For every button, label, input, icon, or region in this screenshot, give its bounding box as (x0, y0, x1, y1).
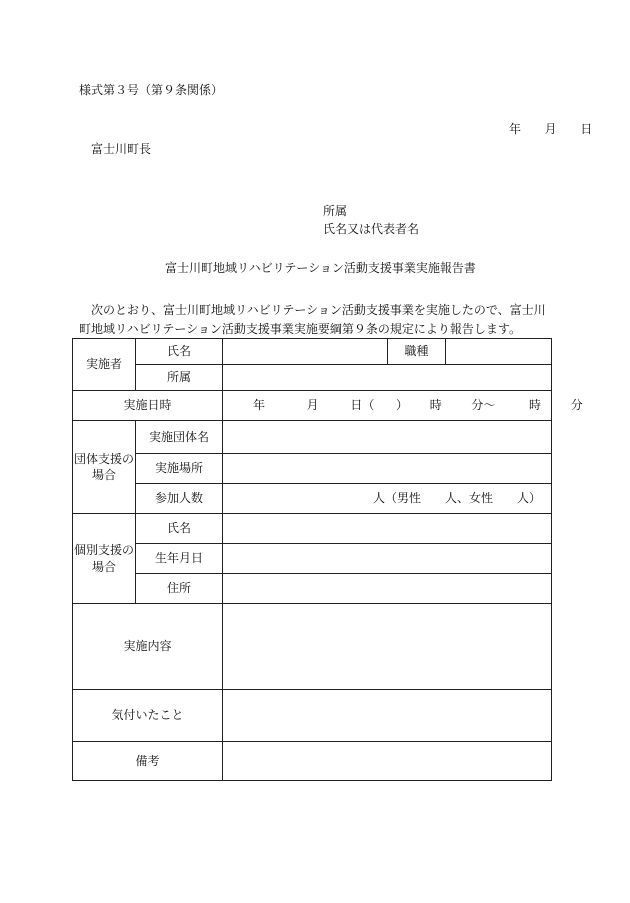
notes-field[interactable] (223, 690, 552, 742)
implementer-name-field[interactable] (223, 339, 388, 365)
implementer-affiliation-label: 所属 (136, 365, 223, 391)
individual-name-field[interactable] (223, 514, 552, 544)
table-row (73, 484, 552, 514)
report-title: 富士川町地域リハビリテーション活動支援事業実施報告書 (165, 261, 476, 275)
datetime-field[interactable] (223, 391, 583, 421)
job-type-label: 職種 (388, 339, 446, 365)
datetime-minute-label: 分 (570, 398, 583, 413)
table-row (73, 421, 552, 454)
table-row (73, 339, 552, 365)
birth-date-label: 生年月日 (136, 544, 223, 574)
group-name-field[interactable] (223, 421, 552, 454)
individual-support-label: 個別支援の場合 (73, 514, 136, 604)
address-label: 住所 (136, 574, 223, 604)
datetime-label: 実施日時 (73, 391, 223, 421)
report-table (72, 338, 583, 781)
implementer-label: 実施者 (73, 339, 136, 391)
datetime-year-label: 年 (253, 398, 266, 413)
job-type-field[interactable] (446, 339, 552, 365)
date-day-label: 日 (580, 122, 593, 136)
birth-date-field[interactable] (223, 544, 552, 574)
applicant-name-label: 氏名又は代表者名 (323, 222, 420, 236)
address-field[interactable] (223, 574, 552, 604)
place-field[interactable] (223, 454, 552, 484)
datetime-day-label: 日（ (350, 398, 375, 413)
table-row (73, 690, 552, 742)
datetime-hour-label: 時 (429, 398, 442, 413)
remarks-field[interactable] (223, 742, 552, 781)
table-row (73, 391, 552, 421)
participants-field[interactable]: 人（男性 人、女性 人） (223, 484, 552, 514)
addressee: 富士川町長 (91, 142, 152, 156)
submission-date (509, 123, 592, 135)
table-row (73, 574, 552, 604)
date-month-label: 月 (544, 122, 557, 136)
table-row (73, 454, 552, 484)
datetime-month-label: 月 (306, 398, 319, 413)
table-row (73, 544, 552, 574)
table-row (73, 514, 552, 544)
group-name-label: 実施団体名 (136, 421, 223, 454)
datetime-close-paren: ） (396, 398, 409, 413)
individual-name-label: 氏名 (136, 514, 223, 544)
report-body-text: 次のとおり、富士川町地域リハビリテーション活動支援事業を実施したので、富士川町地域リハビリテーション活動支援事業実施要綱第９条の規定により報告します。 (79, 303, 546, 336)
datetime-hour2-label: 時 (529, 398, 542, 413)
notes-label: 気付いたこと (73, 690, 223, 742)
table-row (73, 365, 552, 391)
remarks-label: 備考 (73, 742, 223, 781)
form-number: 様式第３号（第９条関係） (79, 83, 224, 97)
place-label: 実施場所 (136, 454, 223, 484)
datetime-minute-to-label: 分～ (471, 398, 496, 413)
group-support-label: 団体支援の場合 (73, 421, 136, 514)
table-row (73, 604, 552, 690)
content-label: 実施内容 (73, 604, 223, 690)
applicant-affiliation-label: 所属 (323, 204, 348, 218)
table-row (73, 742, 552, 781)
participants-label: 参加人数 (136, 484, 223, 514)
date-year-label: 年 (509, 122, 522, 136)
implementer-name-label: 氏名 (136, 339, 223, 365)
implementer-affiliation-field[interactable] (223, 365, 552, 391)
content-field[interactable] (223, 604, 552, 690)
